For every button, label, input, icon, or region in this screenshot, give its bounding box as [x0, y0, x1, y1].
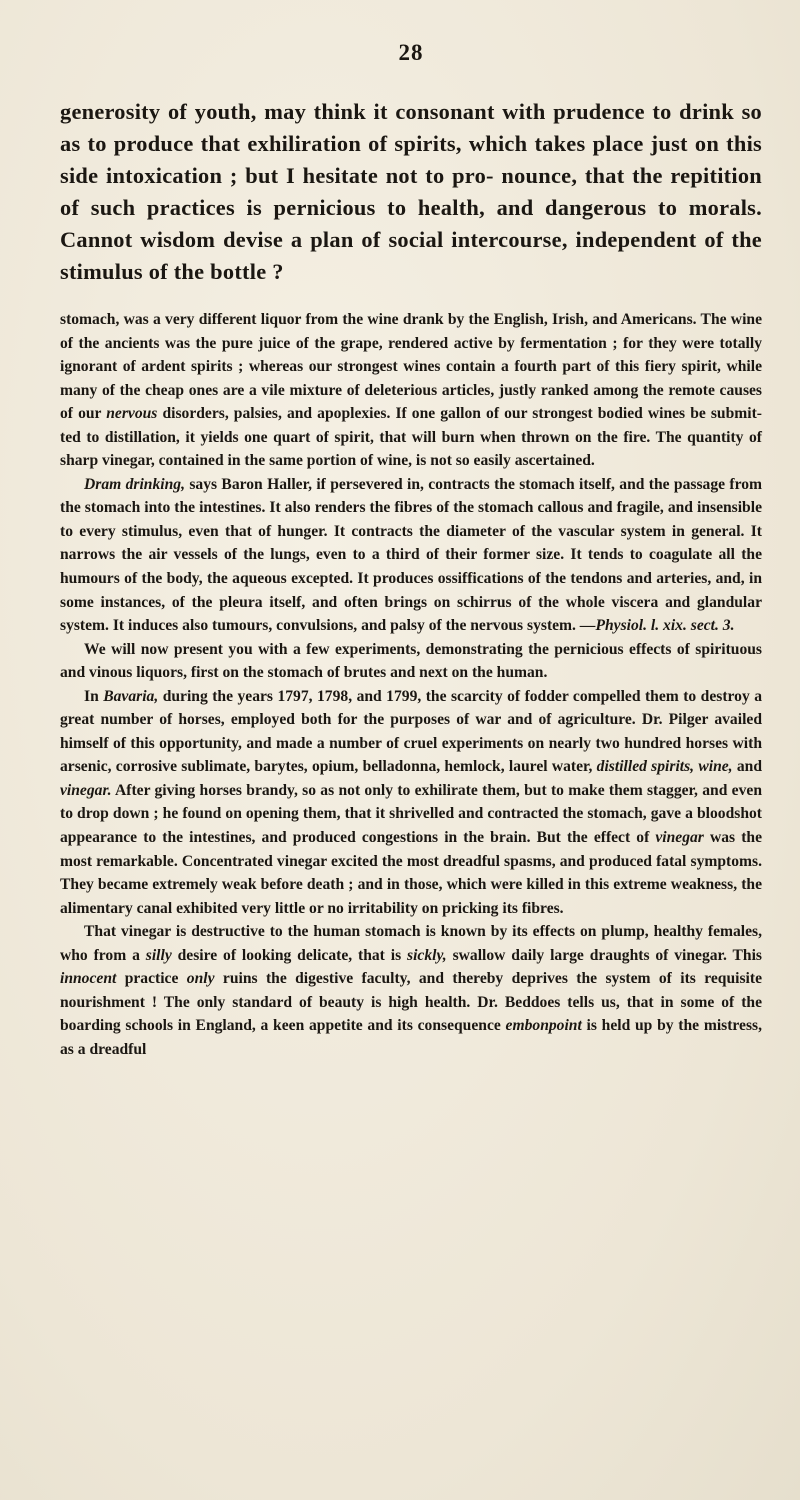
- text-run: After giving horses brandy, so as not only to exhilirate them, but to make them stagger, and even to drop down ; he found on opening them, that it shrivelled and contracted the stomach, gave a bloodshot appearance to the intestines, and produced congestions in the brain. But the effect of: [60, 781, 762, 847]
- footnote-paragraph-5: [60, 920, 762, 1061]
- footnote-paragraph-4: [60, 685, 762, 920]
- text-run: was the most remarkable. Concentrated vinegar excited the most dreadful spasms, and produced fatal symptoms. They became extremely weak before death ; and in those, which were killed in this extreme weakness, the alimentary canal exhibited very little or no irritability on pricking its fibres.: [60, 829, 762, 917]
- italic-text: Dram drinking,: [84, 475, 185, 493]
- italic-text: innocent: [60, 970, 117, 988]
- text-run: and: [732, 758, 762, 776]
- text-run: disorders, palsies, and apoplexies. If one gallon of our strongest bodied wines be submit- ted to distillation, it yields one quart of spirit, that will burn when thrown on the fire. The quantity of sharp vinegar, contained in the same portion of wine, is not so easily ascertained.: [60, 405, 762, 470]
- text-run: In: [84, 687, 104, 705]
- footnote-block: [60, 308, 762, 1062]
- italic-text: embonpoint: [505, 1017, 582, 1035]
- text-run: practice: [116, 970, 187, 988]
- text-run: stomach, was a very different liquor from the wine drank by the English, Irish, and Americans. The wine of the ancients was the pure juice of the grape, rendered active by fermentation ; for they were totally ignorant of ardent spirits ; whereas our strongest wines contain a fourth part of this fiery spirit, while many of the cheap ones are a vile mixture of deleterious articles, justly ranked among the remote causes of our: [60, 311, 762, 423]
- footnote-paragraph-2: [60, 473, 762, 638]
- footnote-paragraph-3: [60, 638, 762, 685]
- text-run: We will now present you with a few experiments, demonstrating the pernicious effects of spirituous and vinous liquors, first on the stomach of brutes and next on the human.: [60, 640, 762, 682]
- footnote-paragraph-1: [60, 308, 762, 473]
- italic-text: distilled spirits, wine,: [596, 758, 733, 776]
- text-run: ruins the digestive faculty, and thereby deprives the system of its requisite nourishment ! The only standard of beauty is high health. Dr. Beddoes tells us, that in some of the boarding schools in England, a keen appetite and its consequence: [60, 970, 762, 1035]
- text-run: swallow daily large draughts of vinegar. This: [446, 946, 762, 964]
- italic-text: nervous: [106, 405, 158, 423]
- text-run: That vinegar is destructive to the human stomach is known by its effects on plump, healthy females, who from a: [60, 923, 762, 964]
- page-number: 28: [398, 40, 424, 65]
- text-run: says Baron Haller, if persevered in, contracts the stomach itself, and the passage from the stomach into the intestines. It also renders the fibres of the stomach callous and fragile, and insensible to every stimulus, even that of hunger. It contracts the diameter of the vascular system in general. It narrows the air vessels of the lungs, even to a third of their former size. It tends to coagulate all the humours of the body, the aqueous excepted. It produces ossiffications of the tendons and arteries, and, in some instances, of the pleura itself, and often brings on schirrus of the whole viscera and glandular system. It induces also tumours, convulsions, and palsy of the nervous system.: [60, 475, 763, 635]
- italic-text: silly: [145, 946, 172, 964]
- citation: —Physiol. l. xix. sect. 3.: [579, 617, 735, 635]
- italic-text: vinegar: [655, 829, 704, 847]
- italic-text: sickly,: [407, 946, 447, 964]
- text-run: during the years 1797, 1798, and 1799, the scarcity of fodder compelled them to destroy a great number of horses, employed both for the purposes of war and of agriculture. Dr. Pilger availed himself of this opportunity, and made a number of cruel experiments on nearly two hundred horses with arsenic, corrosive sublimate, barytes, opium, belladonna, hemlock, laurel water,: [60, 687, 763, 776]
- main-text-paragraph: generosity of youth, may think it consonant with prudence to drink so as to produce that exhiliration of spirits, which takes place just on this side intoxication ; but I hesitate not to pro- nounce, that the repitition of such practices is pernicious to health, and dangerous to morals. Cannot wisdom devise a plan of social intercourse, independent of the stimulus of the bottle ?: [60, 99, 762, 284]
- italic-text: only: [186, 970, 215, 988]
- italic-text: vinegar.: [60, 781, 112, 799]
- italic-text: Bavaria,: [103, 687, 159, 705]
- text-run: is held up by the mistress, as a dreadful: [60, 1017, 763, 1058]
- text-run: desire of looking delicate, that is: [171, 946, 407, 964]
